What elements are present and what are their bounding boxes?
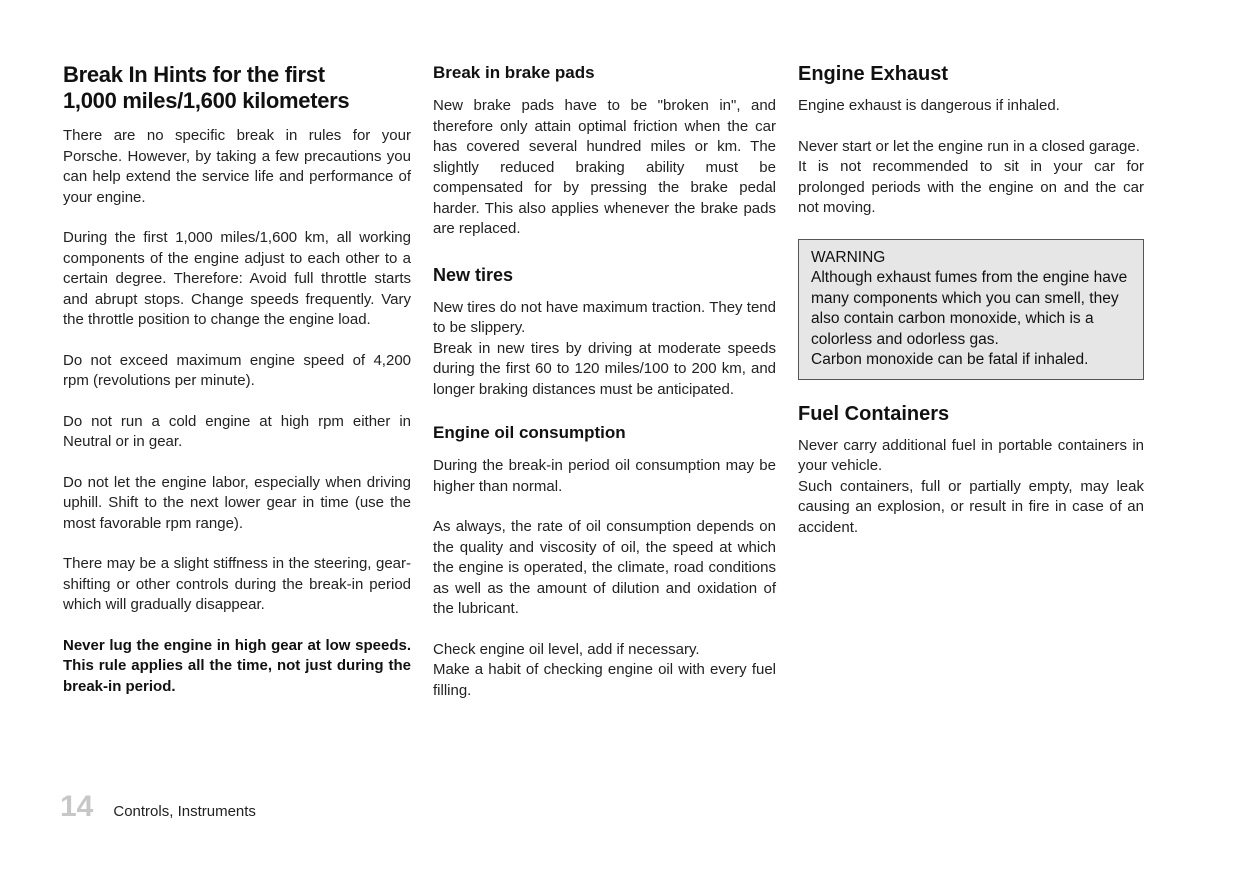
engine-oil-text: As always, the rate of oil consumption depends on the quality and viscosity of oil, the speed at which the engine is operated, the climate, road conditions as well as the amount of dilution and oxidation of the lubricant. xyxy=(433,518,776,617)
warning-text: Although exhaust fumes from the engine have many components which you can smell, they also contain carbon monoxide, which is a colorless and odorless gas. xyxy=(811,269,1128,348)
new-tires-heading: New tires xyxy=(433,264,514,285)
new-tires-text: Break in new tires by driving at moderate speeds during the first 60 to 120 miles/100 to 200 km, and longer braking distances must be anticipated. xyxy=(433,339,776,398)
break-in-paragraph: Do not exceed maximum engine speed of 4,200 rpm (revolutions per minute). xyxy=(63,351,411,389)
engine-exhaust-text: Never start or let the engine run in a closed garage. xyxy=(798,137,1140,155)
engine-oil-text: Check engine oil level, add if necessary. xyxy=(433,640,700,658)
engine-oil-text: During the break-in period oil consumption may be higher than normal. xyxy=(433,457,776,495)
column-exhaust-fuel xyxy=(798,62,1144,538)
page-number: 14 xyxy=(60,790,94,823)
fuel-containers-text: Never carry additional fuel in portable containers in your vehicle. xyxy=(798,436,1144,474)
break-in-paragraph: During the first 1,000 miles/1,600 km, all working components of the engine adjust to each other to a certain degree. Therefore: Avoid full throttle starts and abrupt stops. Change speeds frequently. Vary the throttle position to change the engine load. xyxy=(63,229,411,328)
column-break-in-hints xyxy=(63,62,411,697)
engine-oil-text: Make a habit of checking engine oil with every fuel filling. xyxy=(433,661,776,699)
column-brakes-tires-oil xyxy=(433,62,776,701)
warning-box xyxy=(798,239,1144,380)
warning-text: Carbon monoxide can be fatal if inhaled. xyxy=(811,351,1089,368)
fuel-containers-text: Such containers, full or partially empty, may leak causing an explosion, or result in fire in case of an accident. xyxy=(798,477,1144,536)
engine-exhaust-heading: Engine Exhaust xyxy=(798,63,949,85)
engine-exhaust-text: It is not recommended to sit in your car for prolonged periods with the engine on and the car not moving. xyxy=(798,158,1144,216)
break-in-hints-heading: Break In Hints for the first 1,000 miles/1,600 kilometers xyxy=(63,62,350,113)
break-in-bold-note: Never lug the engine in high gear at low speeds. This rule applies all the time, not just during the break-in period. xyxy=(63,636,411,695)
new-tires-text: New tires do not have maximum traction. They tend to be slippery. xyxy=(433,298,776,336)
break-in-paragraph: Do not run a cold engine at high rpm either in Neutral or in gear. xyxy=(63,412,411,450)
engine-exhaust-text: Engine exhaust is dangerous if inhaled. xyxy=(798,97,1060,114)
break-in-paragraph: There are no specific break in rules for your Porsche. However, by taking a few precautions you can help extend the service life and performance of your engine. xyxy=(63,127,411,206)
section-name: Controls, Instruments xyxy=(113,803,256,820)
fuel-containers-heading: Fuel Containers xyxy=(798,402,950,425)
warning-title: WARNING xyxy=(811,248,886,266)
break-in-paragraph: There may be a slight stiffness in the steering, gear-shifting or other controls during the break-in period which will gradually disappear. xyxy=(63,555,411,613)
brake-pads-text: New brake pads have to be "broken in", and therefore only attain optimal friction when the car has covered several hundred miles or km. The slightly reduced braking ability must be compensated for by pressing the brake pedal harder. This also applies whenever the brake pads are replaced. xyxy=(433,97,776,237)
page-footer xyxy=(60,790,256,824)
engine-oil-heading: Engine oil consumption xyxy=(433,423,626,442)
brake-pads-heading: Break in brake pads xyxy=(433,63,595,82)
break-in-paragraph: Do not let the engine labor, especially when driving uphill. Shift to the next lower gear in time (use the most favorable rpm range). xyxy=(63,473,411,532)
